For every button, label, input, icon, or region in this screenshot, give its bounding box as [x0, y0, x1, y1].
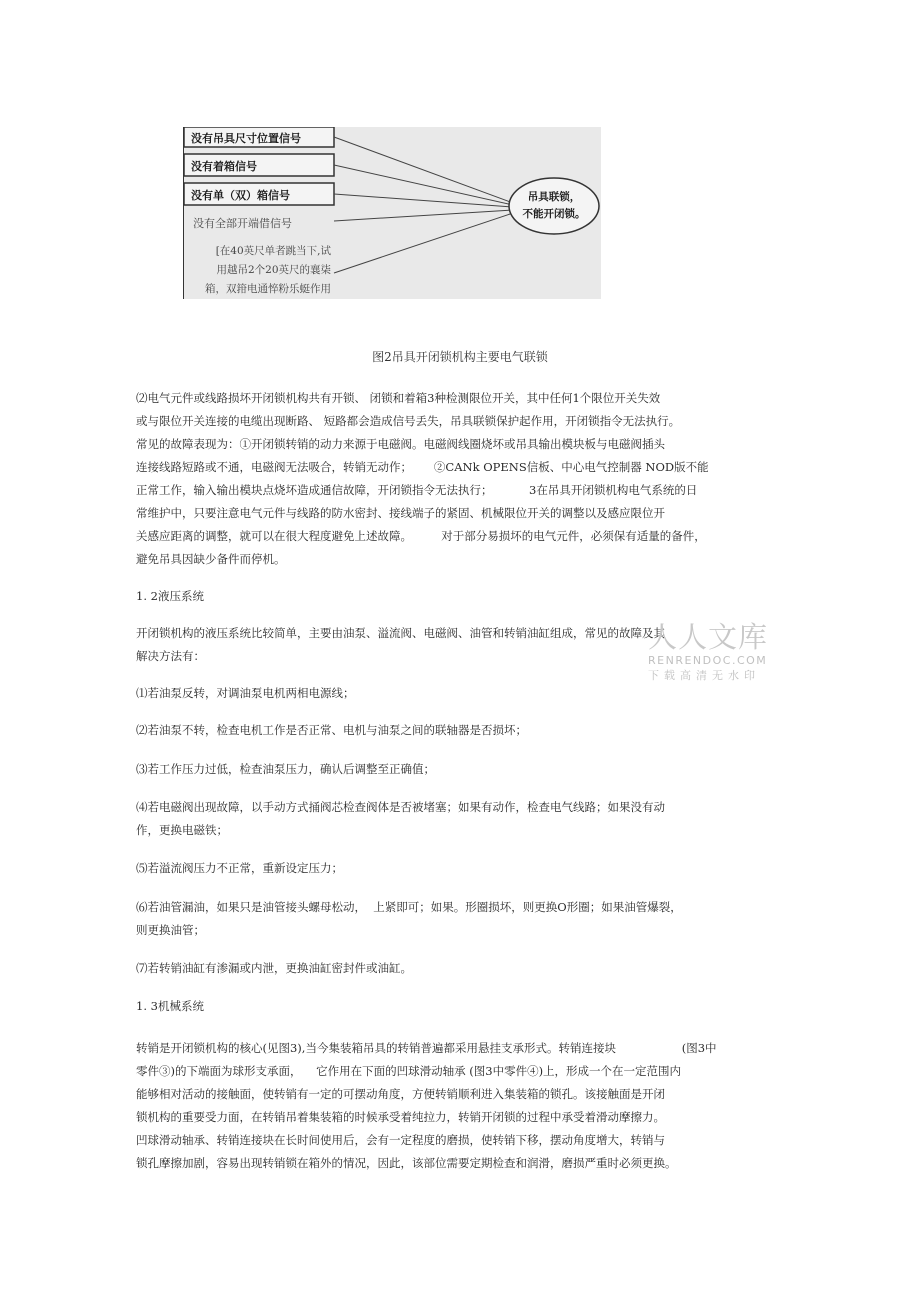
list-item: ⑷若电磁阀出现故障，以手动方式捅阀芯检查阀体是否被堵塞；如果有动作，检查电气线路；如果没有动 — [136, 800, 665, 814]
interlock-diagram — [183, 127, 601, 299]
diagram-note — [205, 242, 331, 299]
watermark — [648, 620, 773, 684]
list-item: ⑵若油泵不转，检查电机工作是否正常、电机与油泵之间的联轴器是否损坏； — [136, 723, 527, 737]
diagram-note-line: [在40英尺单者跳当下,试 — [215, 245, 331, 257]
diagram-ellipse-result — [509, 189, 599, 223]
paragraph-line: 零件③)的下端面为球形支承面， 它作用在下面的凹球滑动轴承 (图3中零件④)上，形成一个在一定范围内 — [136, 1064, 682, 1078]
diagram-ellipse-line: 吊具联锁， — [527, 191, 581, 203]
watermark-url: RENRENDOC.COM — [648, 654, 768, 667]
list-item: ⑸若溢流阀压力不正常，重新设定压力； — [136, 861, 343, 875]
diagram-box-landed-signal: 没有着箱信号 — [191, 160, 257, 173]
paragraph-line: 或与限位开关连接的电缆出现断路、 短路都会造成信号丢失，吊具联锁保护起作用，开闭锁指令无法执行。 — [136, 414, 681, 428]
list-item: 作，更换电磁铁； — [136, 823, 228, 837]
diagram-ellipse-line: 不能开闭锁。 — [522, 208, 586, 220]
list-item: ⑺若转销油缸有渗漏或内泄，更换油缸密封件或油缸。 — [136, 961, 412, 975]
paragraph-line: 开闭锁机构的液压系统比较简单，主要由油泵、溢流阀、电磁阀、油管和转销油缸组成，常见的故障及其 — [136, 626, 665, 640]
paragraph-line: 能够相对活动的接触面，使转销有一定的可摆动角度，方便转销顺利进入集装箱的锁孔。该接触面是开闭 — [136, 1087, 665, 1101]
paragraph-line: 连接线路短路或不通，电磁阀无法吸合，转销无动作； ②CANk OPENS信板、中心电气控制器 NOD版不能 — [136, 460, 709, 474]
diagram-box-size-signal: 没有吊具尺寸位置信号 — [191, 132, 301, 145]
paragraph-line: 转销是开闭锁机构的核心(见图3),当今集装箱吊具的转销普遍都采用悬挂支承形式。转销连接块 (图3中 — [136, 1041, 717, 1055]
diagram-note-line: 用越吊2个20英尺的襄柒 — [216, 264, 331, 276]
paragraph-line: ⑵电气元件或线路损坏开闭锁机构共有开锁、 闭锁和着箱3种检测限位开关，其中任何1个限位开关失效 — [136, 391, 661, 405]
figure-caption: 图2吊具开闭锁机构主要电气联锁 — [372, 350, 548, 364]
section-heading: 1. 3机械系统 — [136, 999, 204, 1013]
diagram-box-single-double-signal: 没有单（双）箱信号 — [191, 189, 290, 202]
list-item: ⑹若油管漏油，如果只是油管接头螺母松动， 上紧即可；如果。形圈损坏，则更换O形圈；如果油管爆裂， — [136, 900, 682, 914]
list-item: 则更换油管； — [136, 923, 205, 937]
paragraph-line: 锁机构的重要受力面，在转销吊着集装箱的时候承受着纯拉力，转销开闭锁的过程中承受着滑动摩擦力。 — [136, 1110, 665, 1124]
paragraph-line: 解决方法有： — [136, 649, 205, 663]
paragraph-line: 关感应距离的调整，就可以在很大程度避免上述故障。 对于部分易损坏的电气元件，必须保有适量的备件， — [136, 529, 706, 543]
watermark-subtitle: 下载高清无水印 — [648, 669, 760, 682]
paragraph-line: 凹球滑动轴承、转销连接块在长时间使用后，会有一定程度的磨损，使转销下移，摆动角度增大，转销与 — [136, 1133, 665, 1147]
paragraph-line: 正常工作，输入输出模块点烧坏造成通信故障，开闭锁指令无法执行； 3在吊具开闭锁机构电气系统的日 — [136, 483, 698, 497]
watermark-title: 人人文库 — [648, 620, 769, 654]
paragraph-line: 常维护中，只要注意电气元件与线路的防水密封、接线端子的紧固、机械限位开关的调整以及感应限位开 — [136, 506, 665, 520]
list-item: ⑶若工作压力过低，检查油泵压力，确认后调整至正确值； — [136, 762, 435, 776]
section-heading: 1. 2液压系统 — [136, 589, 204, 603]
paragraph-line: 常见的故障表现为：①开闭锁转销的动力来源于电磁阀。电磁阀线圈烧坏或吊具输出模块板与电磁阀插头 — [136, 437, 665, 451]
diagram-label-open-signal: 没有全部开端借信号 — [193, 217, 292, 230]
list-item: ⑴若油泵反转，对调油泵电机两相电源线； — [136, 686, 355, 700]
paragraph-line: 避免吊具因缺少备件而停机。 — [136, 552, 286, 566]
paragraph-line: 锁孔摩擦加剧，容易出现转销锁在箱外的情况，因此，该部位需要定期检查和润滑，磨损严重时必须更换。 — [136, 1156, 677, 1170]
diagram-note-line: 箱，双箝电通悴粉乐蜓作用 — [205, 283, 331, 295]
